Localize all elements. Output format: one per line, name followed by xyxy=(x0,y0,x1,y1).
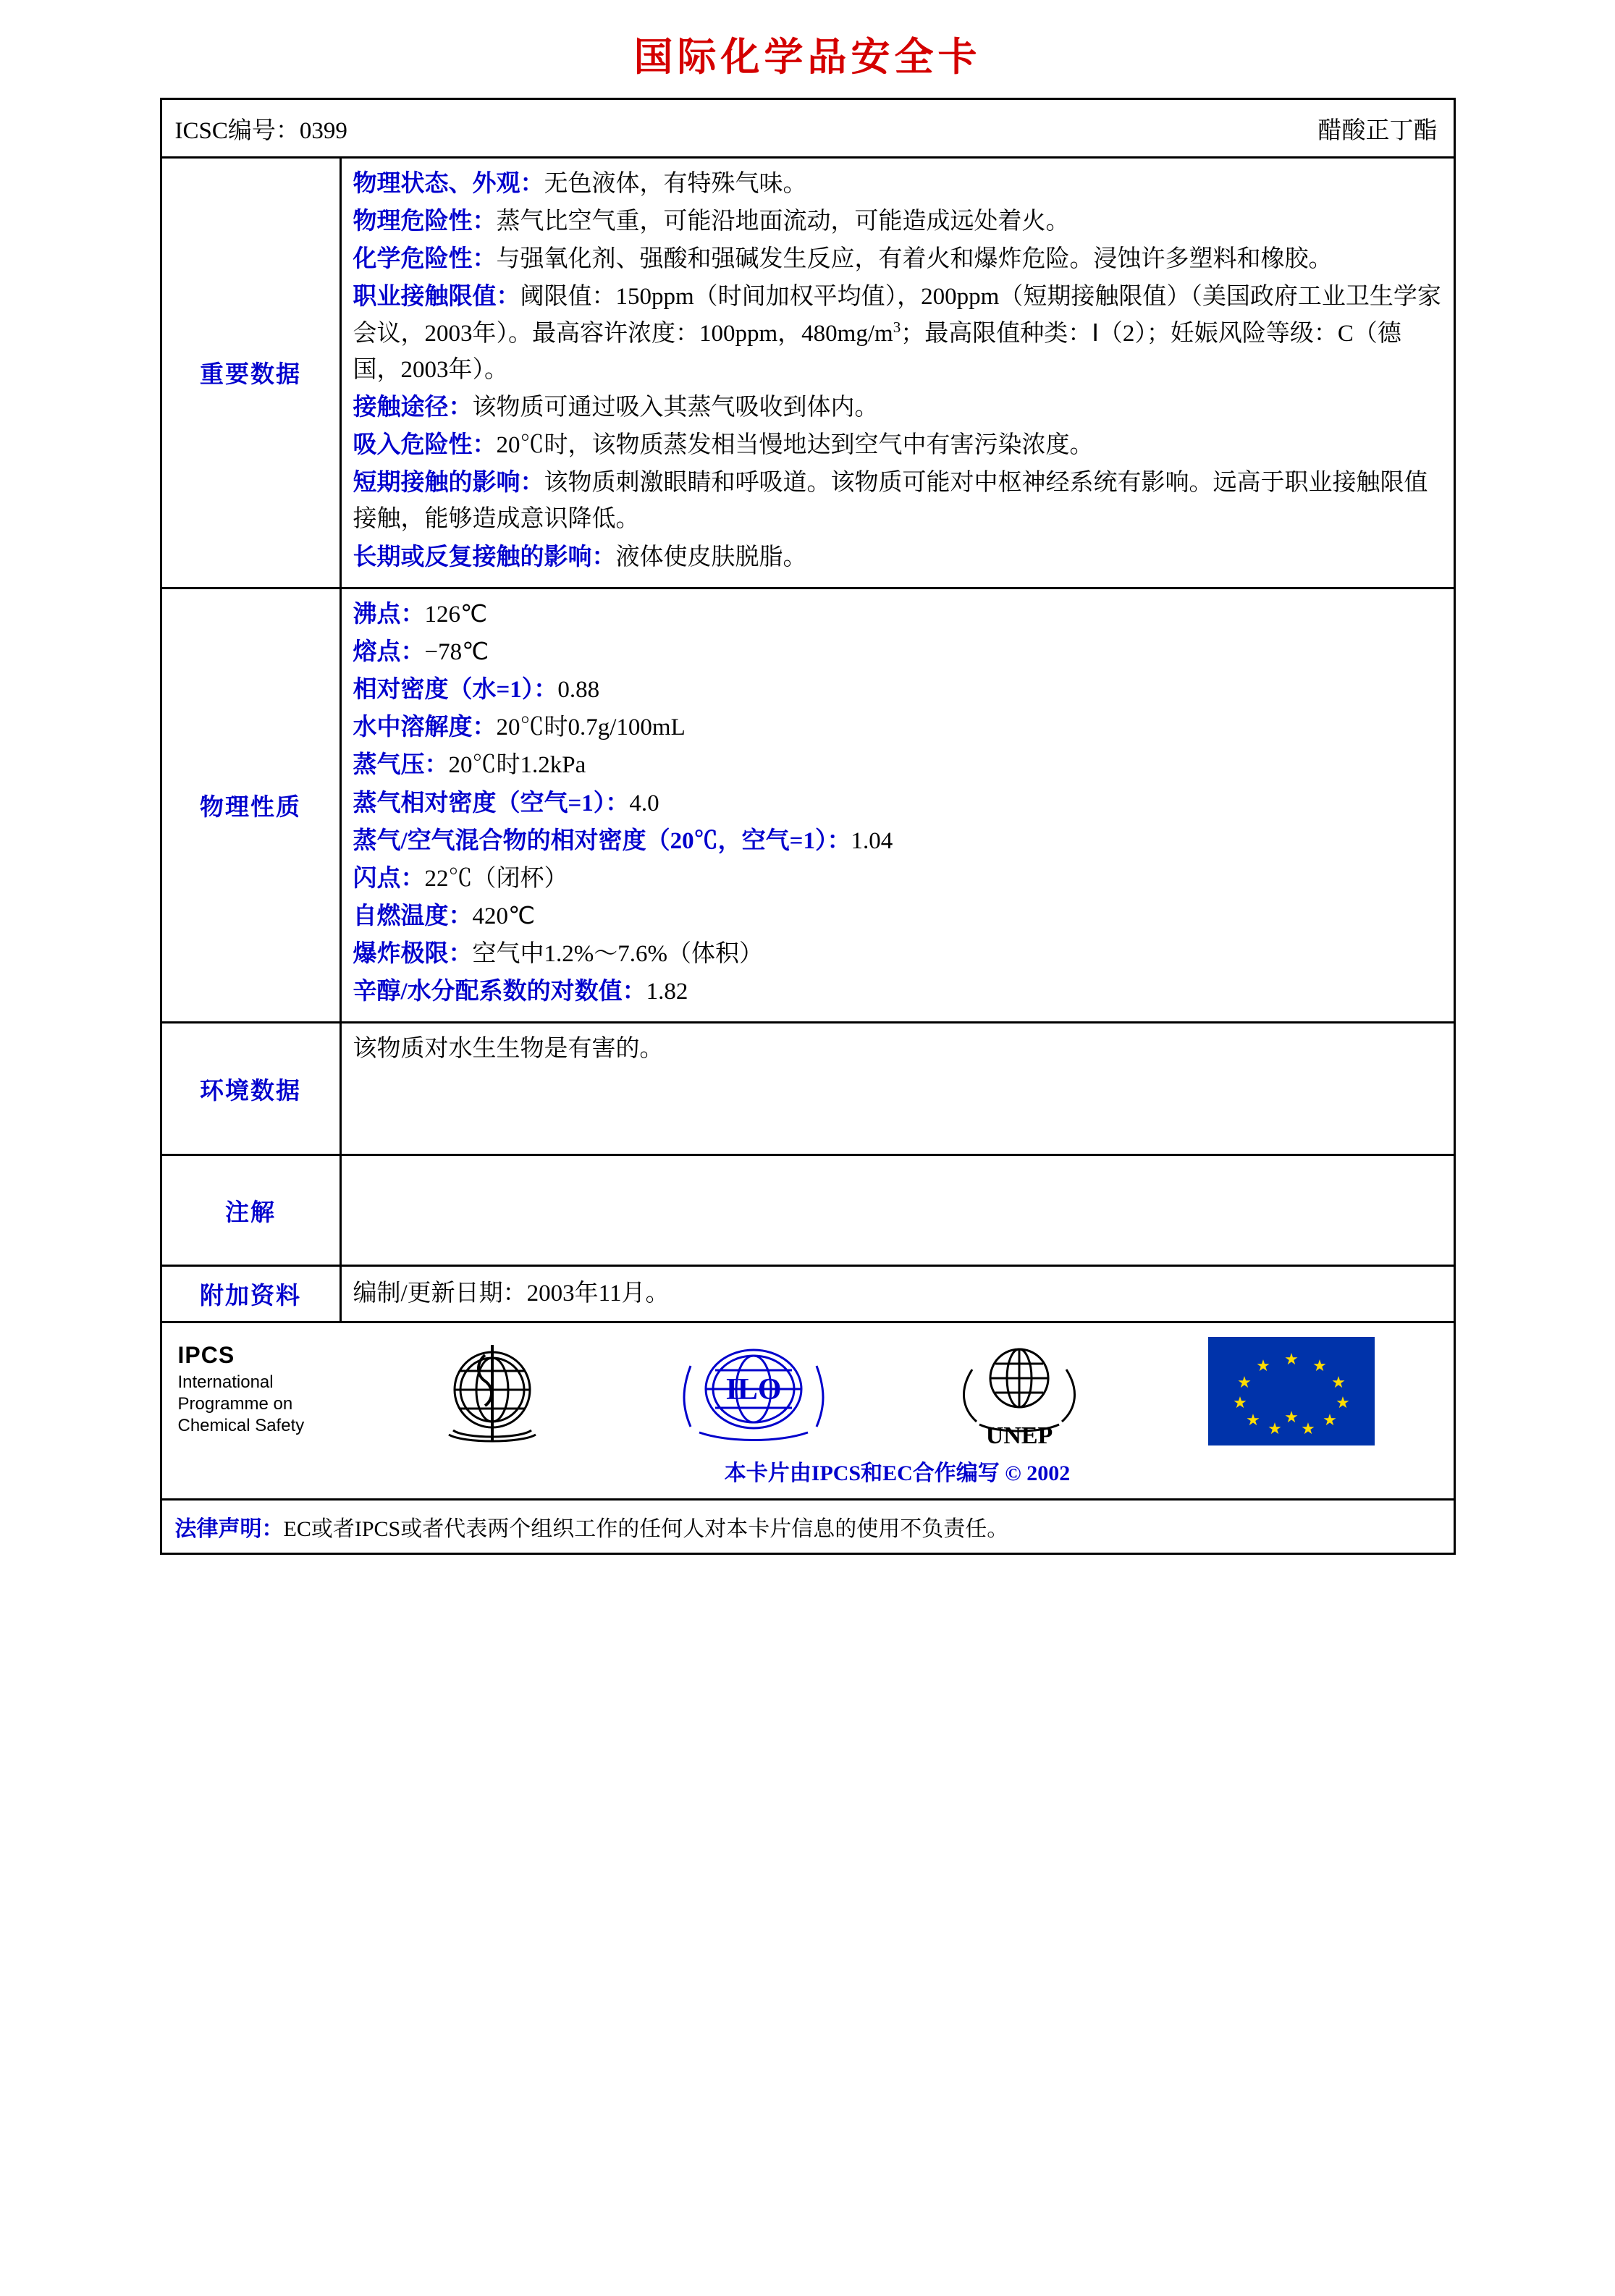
ilo-logo xyxy=(678,1337,830,1445)
icsc-number-value: 0399 xyxy=(299,117,347,144)
data-item xyxy=(353,785,1442,822)
data-item xyxy=(353,823,1442,859)
section-additional-info xyxy=(162,1267,1454,1322)
svg-text:★: ★ xyxy=(1336,1393,1351,1411)
section-physical-properties xyxy=(162,589,1454,1024)
item-key: 熔点： xyxy=(353,638,425,665)
item-key: 自燃温度： xyxy=(353,903,473,929)
item-key: 物理状态、外观： xyxy=(353,171,544,197)
svg-text:★: ★ xyxy=(1246,1410,1261,1429)
data-item xyxy=(353,747,1442,783)
data-item xyxy=(353,465,1442,537)
eu-flag-logo xyxy=(1208,1337,1375,1445)
item-key: 长期或反复接触的影响： xyxy=(353,544,616,570)
credit-text: 本卡片由IPCS和EC合作编写 xyxy=(724,1461,1000,1485)
section-content-notes xyxy=(342,1156,1454,1265)
item-value: 20℃时0.7g/100mL xyxy=(496,714,686,741)
who-logo xyxy=(420,1333,565,1449)
svg-text:ILO: ILO xyxy=(725,1372,782,1406)
item-key: 辛醇/水分配系数的对数值： xyxy=(353,979,646,1005)
item-key: 职业接触限值： xyxy=(353,284,520,311)
logos-area xyxy=(342,1323,1454,1498)
ipcs-title: IPCS xyxy=(177,1341,235,1368)
section-content-additional-info: 编制/更新日期：2003年11月。 xyxy=(353,1280,670,1307)
safety-card xyxy=(160,98,1456,1555)
item-value: 1.04 xyxy=(851,827,893,854)
data-item xyxy=(353,203,1442,240)
icsc-number-group xyxy=(162,101,347,156)
svg-text:★: ★ xyxy=(1237,1372,1252,1391)
item-key: 沸点： xyxy=(353,601,425,628)
item-value: 液体使皮肤脱脂。 xyxy=(615,544,807,570)
item-key: 闪点： xyxy=(353,865,425,892)
item-value: 蒸气比空气重，可能沿地面流动，可能造成远处着火。 xyxy=(496,208,1070,235)
item-value: 该物质刺激眼睛和呼吸道。该物质可能对中枢神经系统有影响。远高于职业接触限值接触，能够造成意识降低。 xyxy=(353,470,1428,533)
section-label-notes: 注解 xyxy=(162,1156,342,1265)
section-content-important-data xyxy=(342,159,1454,587)
svg-text:★: ★ xyxy=(1233,1393,1248,1411)
item-key: 相对密度（水=1）： xyxy=(353,677,558,704)
svg-text:★: ★ xyxy=(1284,1349,1299,1368)
data-item xyxy=(353,861,1442,897)
ipcs-subtitle-line: International xyxy=(177,1372,274,1392)
svg-text:★: ★ xyxy=(1301,1419,1316,1438)
item-key: 蒸气相对密度（空气=1）： xyxy=(353,790,630,816)
legal-label: 法律声明： xyxy=(174,1516,284,1541)
item-key: 爆炸极限： xyxy=(353,941,473,968)
legal-notice xyxy=(162,1501,1454,1553)
svg-text:★: ★ xyxy=(1331,1372,1346,1391)
section-environmental-data xyxy=(162,1024,1454,1156)
item-value: 0.88 xyxy=(557,677,600,704)
substance-name: 醋酸正丁酯 xyxy=(1317,117,1438,144)
section-label-physical-properties: 物理性质 xyxy=(162,589,342,1022)
unep-logo-svg xyxy=(943,1333,1095,1449)
item-key: 蒸气压： xyxy=(353,752,449,779)
data-item xyxy=(353,241,1442,277)
svg-text:★: ★ xyxy=(1323,1410,1338,1429)
section-label-additional-info: 附加资料 xyxy=(162,1267,342,1320)
item-value: 4.0 xyxy=(629,790,659,816)
credit-line xyxy=(342,1452,1454,1498)
svg-text:UNEP: UNEP xyxy=(985,1422,1053,1449)
ipcs-subtitle-line: Programme on xyxy=(177,1393,293,1414)
item-value: 空气中1.2%～7.6%（体积） xyxy=(472,941,763,968)
item-key: 吸入危险性： xyxy=(353,432,497,459)
who-logo-svg xyxy=(420,1333,565,1449)
data-item xyxy=(353,389,1442,426)
svg-text:★: ★ xyxy=(1268,1419,1283,1438)
data-item xyxy=(353,279,1442,387)
section-content-environmental-data: 该物质对水生生物是有害的。 xyxy=(353,1036,664,1063)
item-value: 20℃时，该物质蒸发相当慢地达到空气中有害污染浓度。 xyxy=(496,432,1094,459)
card-header xyxy=(162,100,1454,159)
item-key: 短期接触的影响： xyxy=(353,470,544,497)
ipcs-subtitle xyxy=(178,1372,334,1437)
footer-logos-row xyxy=(162,1323,1454,1501)
item-key: 接触途径： xyxy=(353,394,473,421)
legal-text: EC或者IPCS或者代表两个组织工作的任何人对本卡片信息的使用不负责任。 xyxy=(283,1516,1009,1541)
item-value: 126℃ xyxy=(424,601,488,628)
data-item xyxy=(353,936,1442,972)
unep-logo xyxy=(943,1333,1095,1449)
data-item xyxy=(353,427,1442,463)
item-value: 阈限值：150ppm（时间加权平均值），200ppm（短期接触限值）（美国政府工业卫生学家会议，2003年）。最高容许浓度：100ppm，$480mg/m^3$；最高限值种类：Ⅰ（2）；妊娠风险等级：C（德国，2003年）。 xyxy=(353,284,1441,383)
logos-strip xyxy=(342,1323,1454,1452)
item-value: 与强氧化剂、强酸和强碱发生反应，有着火和爆炸危险。浸蚀许多塑料和橡胶。 xyxy=(496,246,1333,273)
item-value: 1.82 xyxy=(646,979,688,1005)
data-item xyxy=(353,539,1442,575)
ipcs-block xyxy=(162,1323,342,1498)
section-content-physical-properties xyxy=(342,589,1454,1022)
data-item xyxy=(353,709,1442,746)
ilo-logo-svg xyxy=(678,1337,830,1445)
data-item xyxy=(353,634,1442,670)
data-item xyxy=(353,898,1442,934)
icsc-number-label: ICSC编号： xyxy=(174,117,300,144)
svg-text:★: ★ xyxy=(1312,1356,1328,1375)
data-item xyxy=(353,596,1442,633)
data-item xyxy=(353,672,1442,708)
section-label-important-data: 重要数据 xyxy=(162,159,342,587)
item-value: 该物质可通过吸入其蒸气吸收到体内。 xyxy=(472,394,879,421)
item-key: 蒸气/空气混合物的相对密度（20℃，空气=1）： xyxy=(353,827,851,854)
item-value: 420℃ xyxy=(472,903,536,929)
data-item xyxy=(353,166,1442,202)
item-key: 物理危险性： xyxy=(353,208,497,235)
section-important-data xyxy=(162,159,1454,589)
eu-flag-svg xyxy=(1208,1337,1375,1445)
item-value: 20℃时1.2kPa xyxy=(448,752,586,779)
page-title: 国际化学品安全卡 xyxy=(633,35,982,79)
svg-text:★: ★ xyxy=(1256,1356,1271,1375)
item-value: −78℃ xyxy=(424,638,489,665)
ipcs-subtitle-line: Chemical Safety xyxy=(177,1415,305,1435)
item-value: 22℃（闭杯） xyxy=(424,865,568,892)
item-key: 化学危险性： xyxy=(353,246,497,273)
item-value: 无色液体，有特殊气味。 xyxy=(544,171,807,197)
section-label-environmental-data: 环境数据 xyxy=(162,1024,342,1154)
section-notes xyxy=(162,1156,1454,1267)
copyright-text: © 2002 xyxy=(1005,1461,1071,1485)
svg-text:★: ★ xyxy=(1284,1407,1299,1426)
data-item xyxy=(353,974,1442,1010)
item-key: 水中溶解度： xyxy=(353,714,497,741)
